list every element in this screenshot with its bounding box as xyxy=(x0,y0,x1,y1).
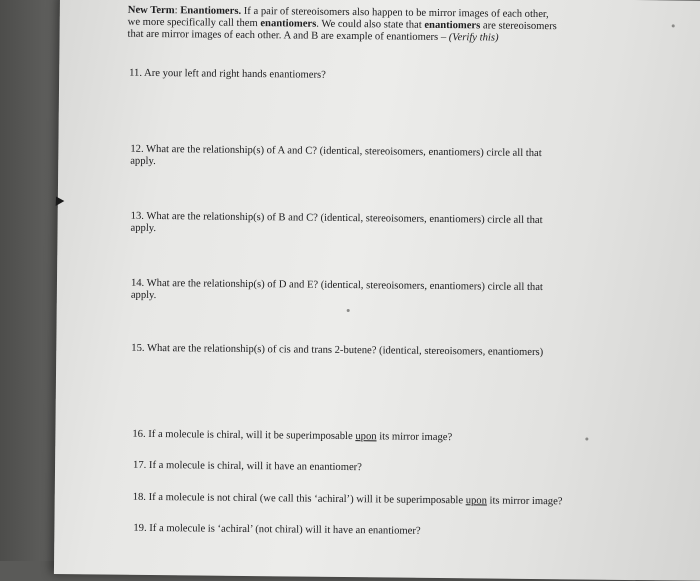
question-11: 11. Are your left and right hands enantiomers? xyxy=(129,67,326,81)
intro-line-3: that are mirror images of each other. A and B are example of enantiomers – (Verify this) xyxy=(127,28,499,44)
question-19: 19. If a molecule is ‘achiral’ (not chiral) will it have an enantiomer? xyxy=(133,522,421,537)
question-13: 13. What are the relationship(s) of B and C? (identical, stereoisomers, enantiomers) circle all that apply. xyxy=(130,210,543,235)
desk-shadow xyxy=(0,0,60,561)
question-12: 12. What are the relationship(s) of A and C? (identical, stereoisomers, enantiomers) circle all that apply. xyxy=(130,143,542,168)
paper-speck xyxy=(672,24,675,27)
question-15: 15. What are the relationship(s) of cis and trans 2-butene? (identical, stereoisomers, enantiomers) xyxy=(131,342,544,359)
question-16: 16. If a molecule is chiral, will it be superimposable upon its mirror image? xyxy=(132,428,453,444)
term-enantiomers: Enantiomers. xyxy=(180,5,242,17)
intro-line-2: we more specifically call them enantiomers. We could also state that enantiomers are stereoisomers xyxy=(127,16,557,33)
question-17: 17. If a molecule is chiral, will it have an enantiomer? xyxy=(133,459,362,474)
verify-note: (Verify this) xyxy=(448,32,499,44)
intro-line-1: New Term: Enantiomers. If a pair of stereoisomers also happen to be mirror images of each other, xyxy=(127,4,549,21)
paper-speck xyxy=(585,438,588,441)
new-term-label: New Term xyxy=(127,4,175,17)
question-14: 14. What are the relationship(s) of D and E? (identical, stereoisomers, enantiomers) circle all that apply. xyxy=(130,277,543,302)
question-18: 18. If a molecule is not chiral (we call this ‘achiral’) will it be superimposable upon its mirror image? xyxy=(132,491,563,508)
worksheet-page xyxy=(54,0,700,581)
paper-speck xyxy=(347,309,350,312)
